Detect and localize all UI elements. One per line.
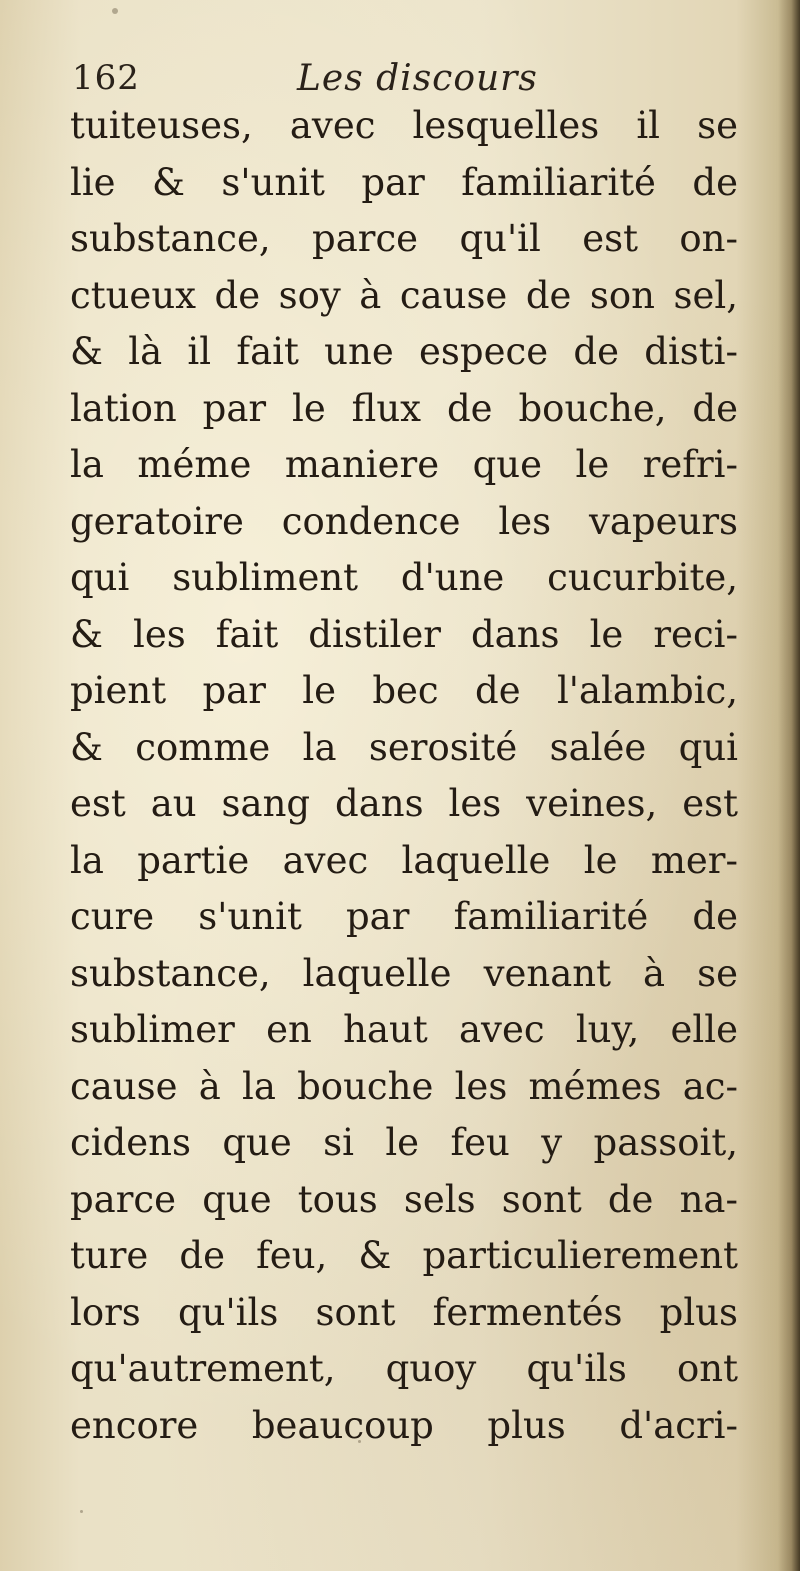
text-line: sublimer en haut avec luy, elle (70, 1008, 738, 1051)
paper-speck (358, 1440, 361, 1443)
text-line: substance, laquelle venant à se (70, 951, 738, 995)
text-line: lation par le flux de bouche, de (70, 386, 738, 430)
text-line: pient par le bec de l'alambic, (70, 669, 738, 712)
paper-speck (112, 8, 118, 14)
text-line: substance, parce qu'il est on- (70, 217, 738, 260)
page-number: 162 (72, 58, 140, 98)
text-line: la méme maniere que le refri- (70, 443, 738, 486)
body-text (70, 98, 738, 1454)
paper-speck (610, 690, 612, 692)
text-line: parce que tous sels sont de na- (70, 1177, 738, 1221)
text-line: qui subliment d'une cucurbite, (70, 556, 738, 599)
text-line: geratoire condence les vapeurs (70, 499, 738, 543)
text-line: lie & s'unit par familiarité de (70, 160, 738, 204)
paper-speck (80, 1510, 83, 1513)
text-line: qu'autrement, quoy qu'ils ont (70, 1347, 738, 1390)
text-line: lors qu'ils sont fermentés plus (70, 1290, 738, 1334)
text-line: la partie avec laquelle le mer- (70, 838, 738, 882)
text-line: ctueux de soy à cause de son sel, (70, 273, 738, 317)
text-line: cidens que si le feu y passoit, (70, 1121, 738, 1164)
text-line: & les fait distiler dans le reci- (70, 612, 738, 656)
text-line: est au sang dans les veines, est (70, 782, 738, 825)
text-line: tuiteuses, avec lesquelles il se (70, 104, 738, 147)
text-line: encore beaucoup plus d'acri- (70, 1403, 738, 1447)
text-line: & là il fait une espece de disti- (70, 330, 738, 373)
text-line: cause à la bouche les mémes ac- (70, 1064, 738, 1108)
text-line: cure s'unit par familiarité de (70, 895, 738, 938)
text-line: & comme la serosité salée qui (70, 725, 738, 769)
text-line: ture de feu, & particulierement (70, 1234, 738, 1277)
running-head: Les discours (297, 58, 538, 99)
page-edge-shadow (778, 0, 800, 1571)
